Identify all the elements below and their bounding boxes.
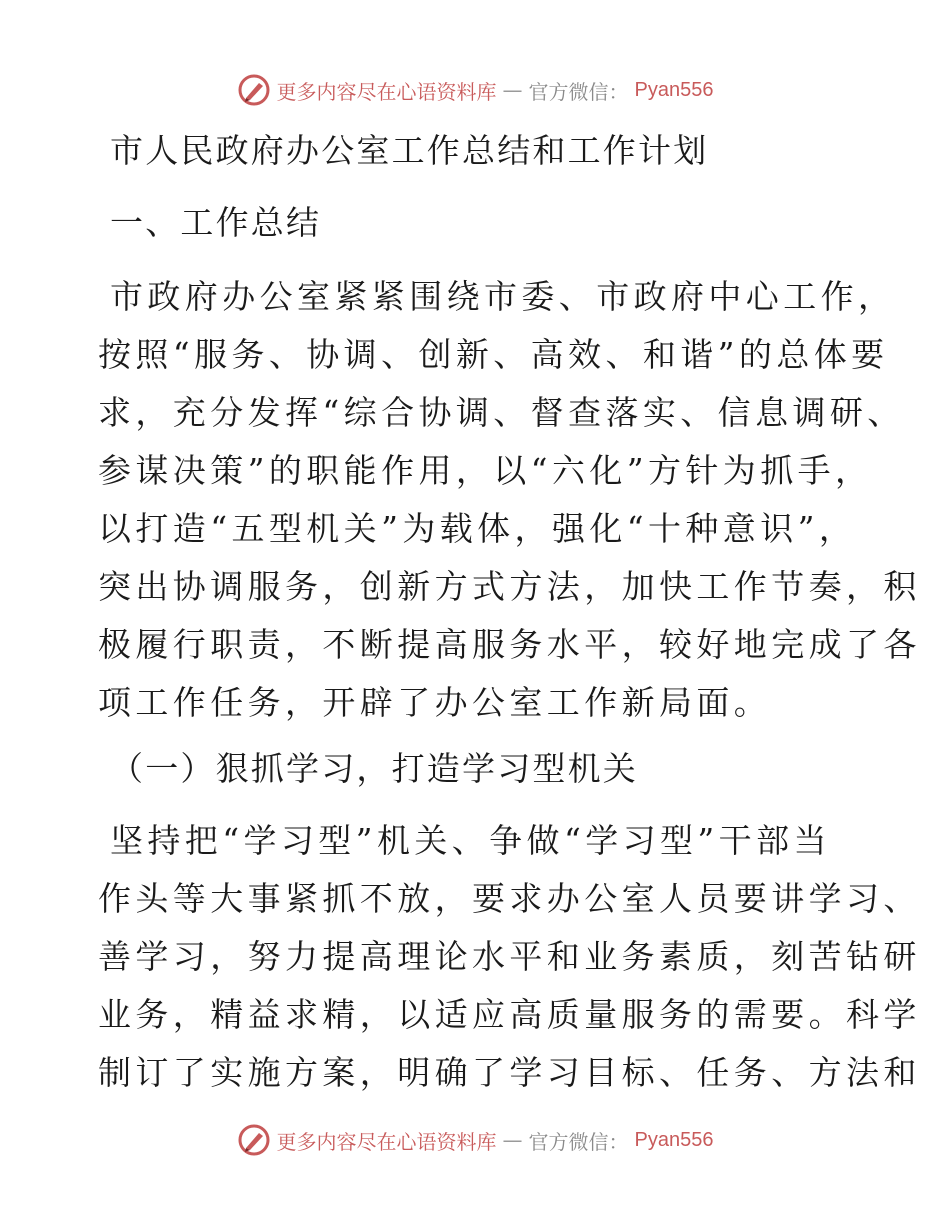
watermark-separator: —: [502, 1128, 523, 1152]
watermark-label: 官方微信：: [528, 1129, 629, 1154]
watermark-account: Pyan556: [634, 1128, 714, 1151]
paragraph-line: 项工作任务，开辟了办公室工作新局面。: [98, 683, 772, 722]
header-watermark: [0, 70, 950, 110]
paragraph-line: 突出协调服务，创新方式方法，加快工作节奏，积: [98, 567, 921, 606]
paragraph-line: 参谋决策”的职能作用，以“六化”方针为抓手，: [98, 451, 873, 490]
paragraph-line: 市政府办公室紧紧围绕市委、市政府中心工作，: [110, 277, 896, 316]
watermark-separator: —: [502, 78, 523, 102]
section-heading: 一、工作总结: [110, 203, 322, 242]
document-body: [98, 122, 921, 1102]
paragraph-line: 制订了实施方案，明确了学习目标、任务、方法和: [98, 1053, 921, 1092]
paragraph-line: 坚持把“学习型”机关、争做“学习型”干部当: [110, 821, 831, 860]
paragraph-line: 求，充分发挥“综合协调、督查落实、信息调研、: [98, 393, 905, 432]
paragraph-line: 极履行职责，不断提高服务水平，较好地完成了各: [98, 625, 921, 664]
paragraph-study: [98, 812, 921, 1102]
paragraph-line: 按照“服务、协调、创新、高效、和谐”的总体要: [98, 335, 889, 374]
paragraph-line: 以打造“五型机关”为载体，强化“十种意识”，: [98, 509, 857, 548]
pen-logo-icon: [237, 73, 271, 107]
paragraph-line: 业务，精益求精，以适应高质量服务的需要。科学: [98, 995, 921, 1034]
paragraph-summary: [98, 268, 921, 732]
watermark-site-text: 更多内容尽在心语资料库: [276, 1129, 497, 1154]
watermark-site-text: 更多内容尽在心语资料库: [276, 79, 497, 104]
subsection-heading: （一）狠抓学习，打造学习型机关: [110, 749, 638, 788]
watermark-account: Pyan556: [634, 78, 714, 101]
paragraph-line: 作头等大事紧抓不放，要求办公室人员要讲学习、: [98, 879, 921, 918]
watermark-label: 官方微信：: [528, 79, 629, 104]
paragraph-line: 善学习，努力提高理论水平和业务素质，刻苦钻研: [98, 937, 921, 976]
document-title: 市人民政府办公室工作总结和工作计划: [110, 131, 709, 170]
footer-watermark: [0, 1120, 950, 1160]
pen-logo-icon: [237, 1123, 271, 1157]
